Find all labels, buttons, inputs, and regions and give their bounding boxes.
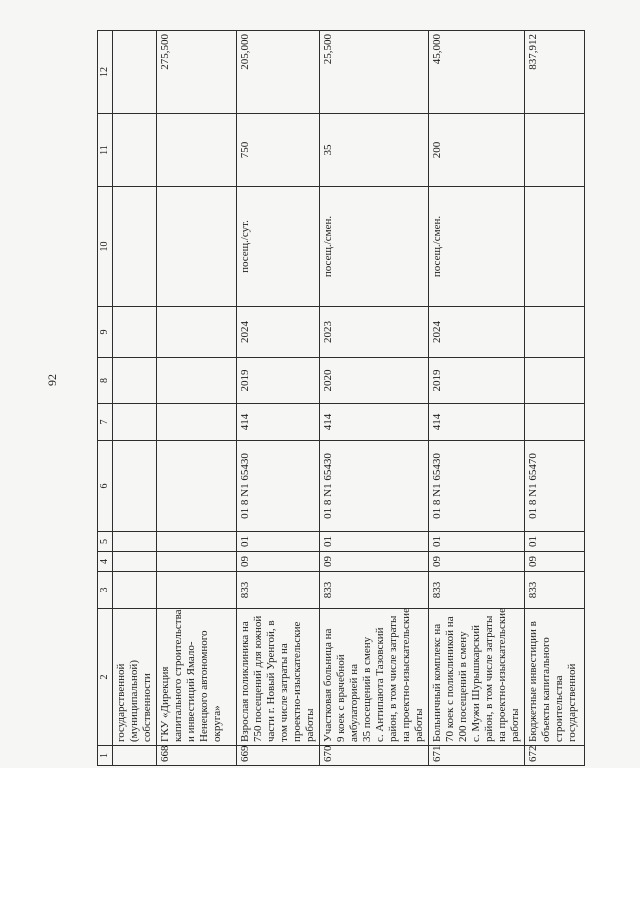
target-article-cell [113,441,157,532]
name-line: (муниципальной) [128,660,140,742]
name-line: Больничный комплекс на [431,623,443,742]
capacity-value-cell [113,114,157,187]
num-cell: 671 [429,746,525,766]
name-line: государственной [115,663,127,742]
capacity-value-cell [525,114,585,187]
subsection-cell [113,532,157,552]
header-cell: 7 [98,404,113,441]
end-year-cell [113,307,157,358]
chapter-cell: 833 [237,572,320,609]
chapter-cell: 833 [429,572,525,609]
chapter-cell: 833 [320,572,429,609]
subsection-cell: 01 [525,532,585,552]
name-line: округа» [211,705,223,742]
start-year-cell [157,358,237,404]
subsection-cell: 01 [237,532,320,552]
amount-cell [113,31,157,114]
name-line: с. Антипаюта Тазовский [374,627,386,742]
expense-type-cell: 414 [320,404,429,441]
name-line: с. Мужи Шурышкарский [470,625,482,742]
name-line: ГКУ «Дирекция [159,666,171,742]
num-cell [113,746,157,766]
header-cell: 11 [98,114,113,187]
name-cell [113,609,157,746]
end-year-cell: 2024 [429,307,525,358]
amount-cell: 45,000 [429,31,525,114]
header-cell: 4 [98,552,113,572]
name-line: собственности [141,673,153,742]
section-cell: 09 [525,552,585,572]
table-row [113,31,157,766]
capacity-unit-cell: посещ./смен. [429,187,525,307]
name-line: Бюджетные инвестиции в [527,621,539,742]
name-line: проектно-изыскательские [291,621,303,742]
header-cell: 9 [98,307,113,358]
name-line: Участковая больница на [322,628,334,742]
expense-type-cell [525,404,585,441]
chapter-cell: 833 [525,572,585,609]
target-article-cell: 01 8 N1 65430 [237,441,320,532]
start-year-cell: 2019 [237,358,320,404]
expense-type-cell [113,404,157,441]
name-line: строительства [553,675,565,742]
section-cell [157,552,237,572]
capacity-value-cell: 750 [237,114,320,187]
table-row [237,31,320,766]
section-cell: 09 [320,552,429,572]
table-row [320,31,429,766]
expense-type-cell [157,404,237,441]
end-year-cell: 2023 [320,307,429,358]
name-line: работы [509,708,521,742]
end-year-cell [157,307,237,358]
name-cell [525,609,585,746]
name-line: на проектно-изыскательские [496,608,508,742]
target-article-cell [157,441,237,532]
name-line: том числе затраты на [278,643,290,742]
capacity-value-cell [157,114,237,187]
name-line: Ненецкого автономного [198,630,210,742]
name-line: государственной [566,663,578,742]
name-line: район, в том числе затраты [387,615,399,742]
name-line: объекты капитального [540,637,552,742]
expense-type-cell: 414 [237,404,320,441]
table-row [157,31,237,766]
chapter-cell [113,572,157,609]
name-line: 9 коек с врачебной [335,654,347,742]
capacity-unit-cell: посещ./сут. [237,187,320,307]
amount-cell: 837,912 [525,31,585,114]
header-cell: 12 [98,31,113,114]
name-line: и инвестиций Ямало- [185,641,197,742]
capacity-value-cell: 200 [429,114,525,187]
header-cell: 2 [98,609,113,746]
expense-type-cell: 414 [429,404,525,441]
capacity-unit-cell [157,187,237,307]
name-line: капитального строительства [172,609,184,742]
header-cell: 6 [98,441,113,532]
header-cell: 10 [98,187,113,307]
target-article-cell: 01 8 N1 65470 [525,441,585,532]
section-cell [113,552,157,572]
section-cell: 09 [429,552,525,572]
name-cell [429,609,525,746]
page-number: 92 [45,374,59,386]
num-cell: 669 [237,746,320,766]
name-line: работы [304,708,316,742]
start-year-cell [525,358,585,404]
end-year-cell: 2024 [237,307,320,358]
num-cell: 670 [320,746,429,766]
header-cell: 1 [98,746,113,766]
target-article-cell: 01 8 N1 65430 [429,441,525,532]
capacity-unit-cell [113,187,157,307]
end-year-cell [525,307,585,358]
subsection-cell: 01 [320,532,429,552]
start-year-cell [113,358,157,404]
budget-table [97,30,585,766]
capacity-unit-cell [525,187,585,307]
table-row [525,31,585,766]
name-line: работы [413,708,425,742]
section-cell: 09 [237,552,320,572]
target-article-cell: 01 8 N1 65430 [320,441,429,532]
name-line: район, в том числе затраты [483,615,495,742]
amount-cell: 205,000 [237,31,320,114]
header-cell: 5 [98,532,113,552]
name-line: амбулаторией на [348,664,360,742]
header-cell: 3 [98,572,113,609]
num-cell: 668 [157,746,237,766]
subsection-cell [157,532,237,552]
name-line: на проектно-изыскательские [400,608,412,742]
name-line: части г. Новый Уренгой, в [265,620,277,742]
name-line: 200 посещений в смену [457,631,469,742]
subsection-cell: 01 [429,532,525,552]
amount-cell: 275,500 [157,31,237,114]
name-line: 70 коек с поликлиникой на [444,616,456,742]
name-line: Взрослая поликлиника на [239,621,251,742]
start-year-cell: 2019 [429,358,525,404]
name-line: 35 посещений в смену [361,636,373,742]
header-cell: 8 [98,358,113,404]
header-row [98,31,113,766]
chapter-cell [157,572,237,609]
name-cell [157,609,237,746]
rotated-table-container [97,31,635,766]
name-line: 750 посещений для южной [252,615,264,742]
amount-cell: 25,500 [320,31,429,114]
name-cell [320,609,429,746]
blank-lower-area [0,768,640,905]
table-row [429,31,525,766]
capacity-unit-cell: посещ./смен. [320,187,429,307]
name-cell [237,609,320,746]
num-cell: 672 [525,746,585,766]
start-year-cell: 2020 [320,358,429,404]
capacity-value-cell: 35 [320,114,429,187]
